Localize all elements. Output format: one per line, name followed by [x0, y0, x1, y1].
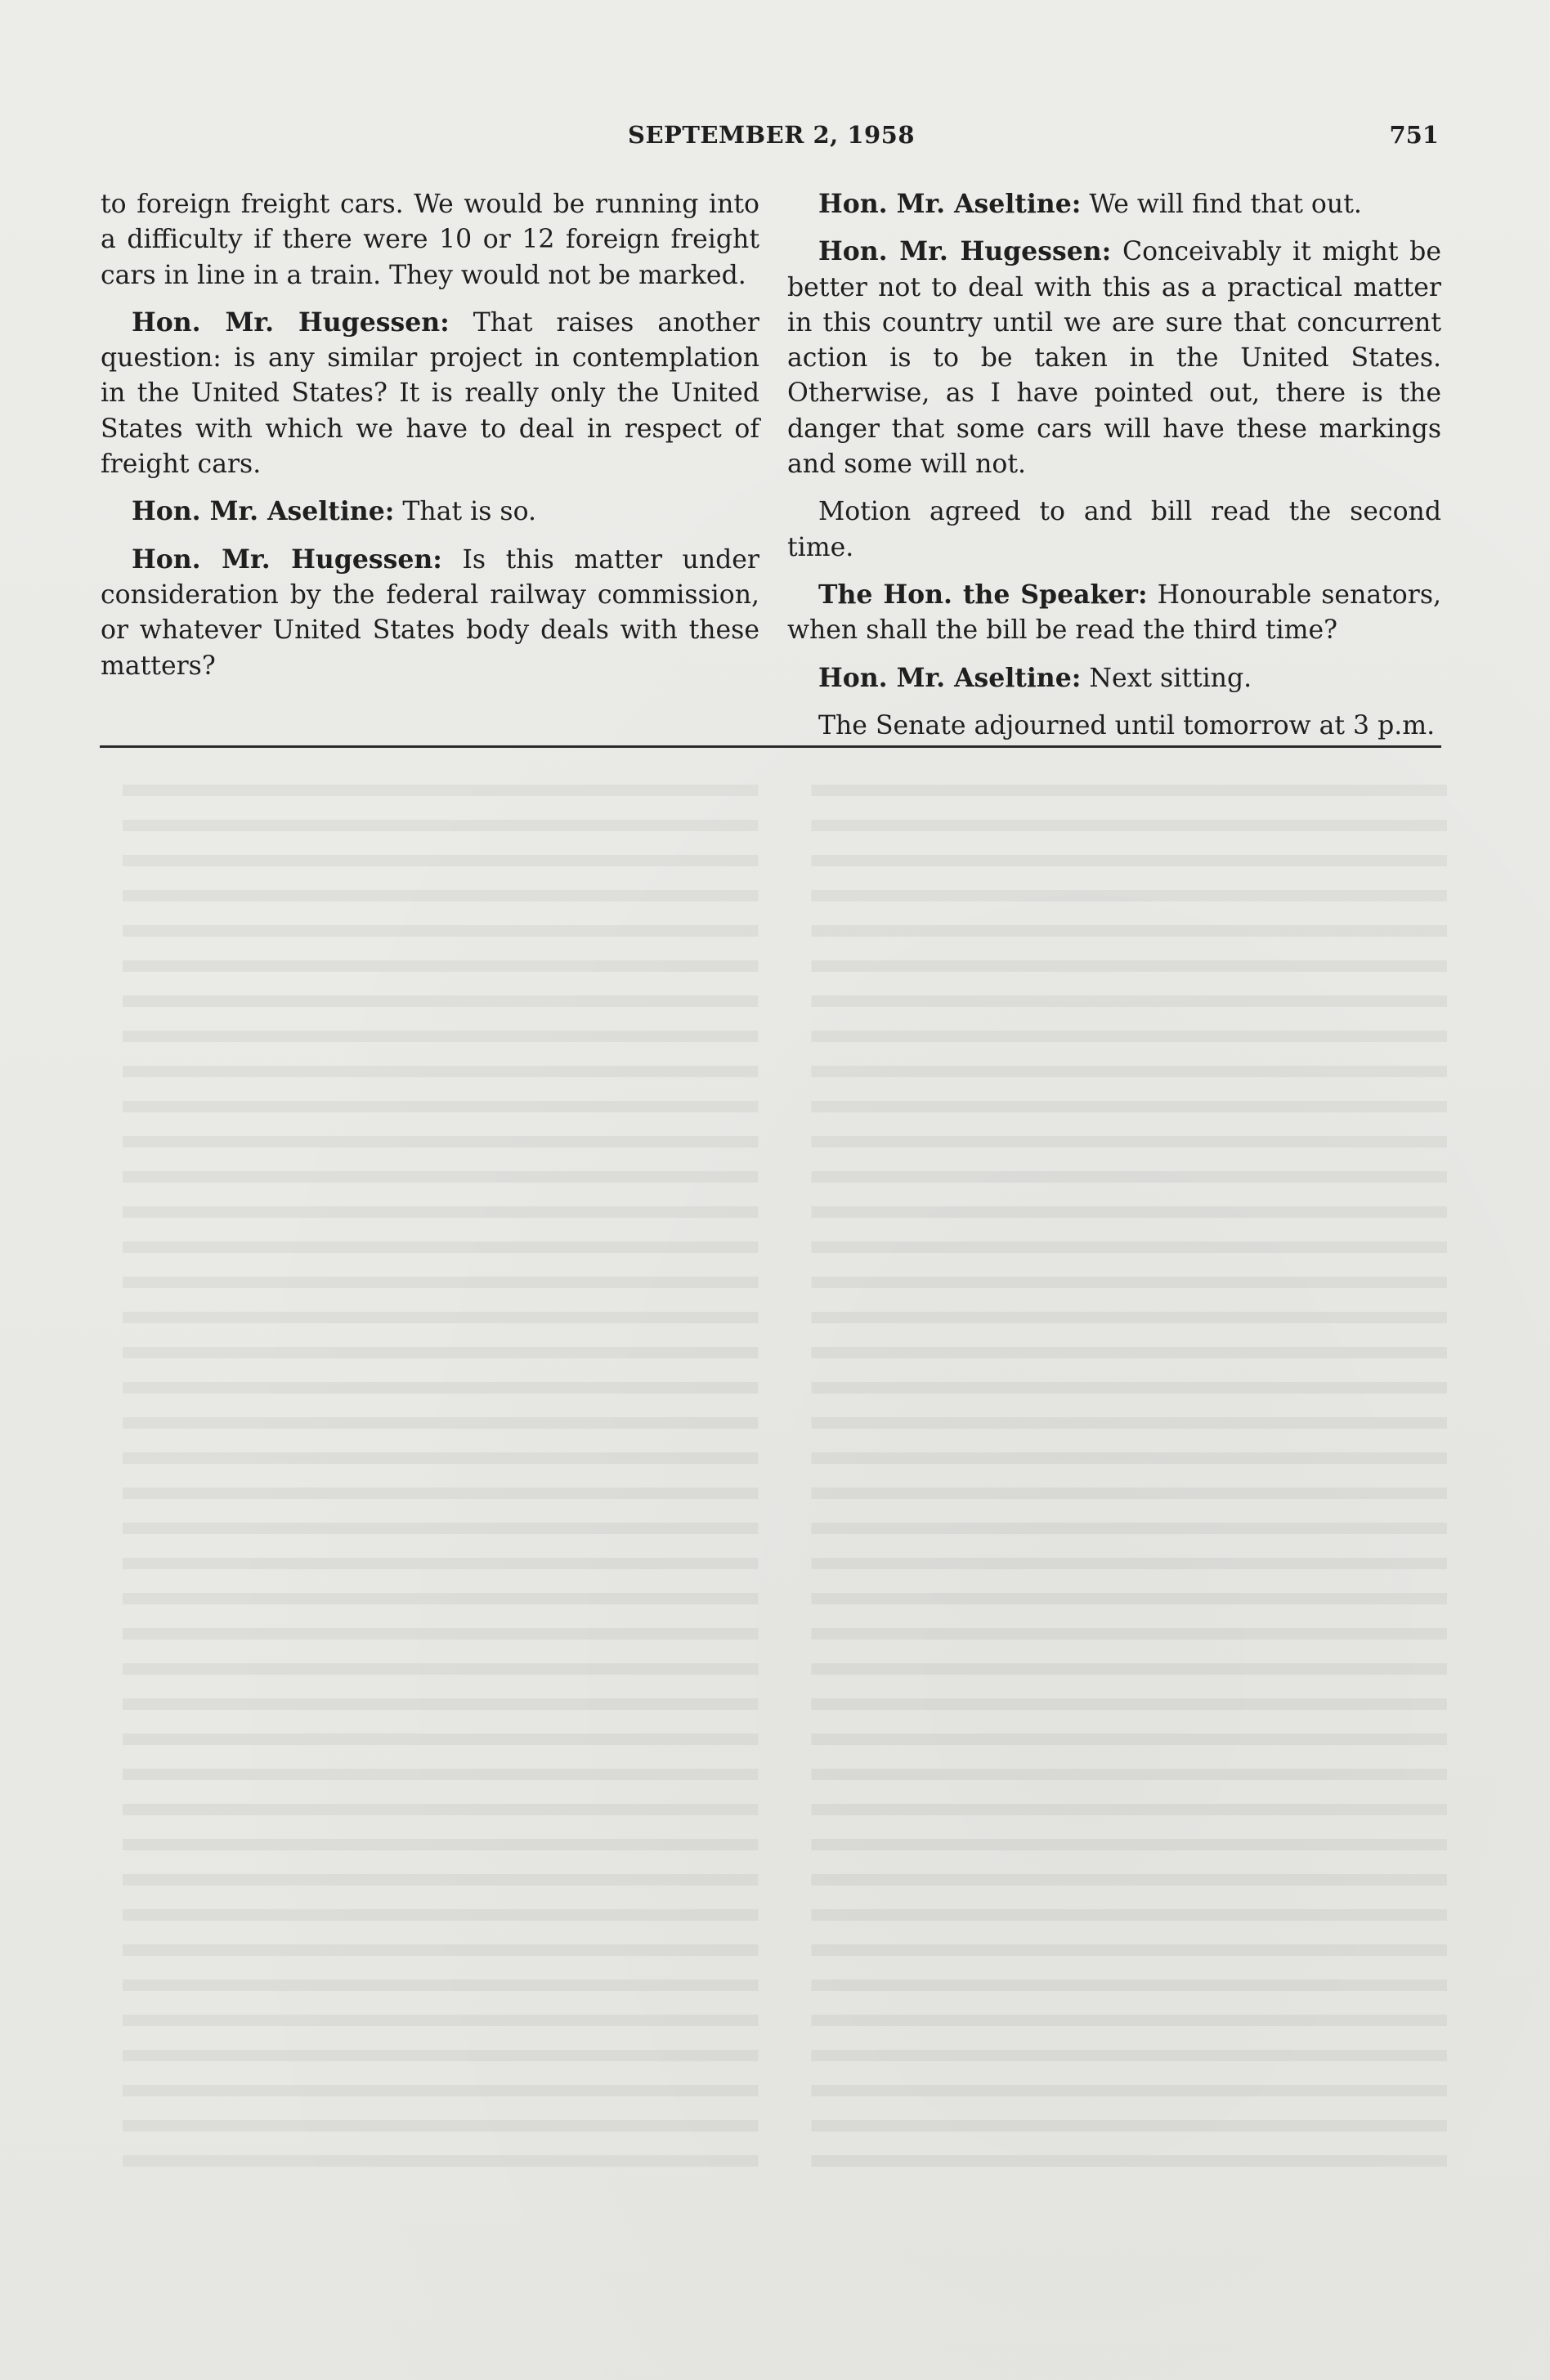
reverse-side-bleed-through	[123, 785, 1447, 2174]
speaker-name: Hon. Mr. Aseltine:	[818, 662, 1082, 693]
paragraph-text: Conceivably it might be better not to deal with this as a practical matter in this country until we are sure that concurrent action is to be taken in the United States. Otherwise, as I have pointed out, there is the danger that some cars will have these markings and some will not.	[787, 237, 1441, 480]
paragraph-text: That is so.	[394, 497, 536, 527]
paragraph	[101, 542, 759, 684]
right-column	[787, 186, 1441, 755]
paragraph-text: The Senate adjourned until tomorrow at 3 p.m.	[818, 710, 1436, 740]
paragraph-text: Next sitting.	[1081, 663, 1252, 693]
running-title: SEPTEMBER 2, 1958	[628, 121, 916, 149]
page-number: 751	[1389, 121, 1439, 149]
paragraph-text: We will find that out.	[1081, 190, 1362, 219]
paragraph-text: Honourable senators, when shall the bill be read the third time?	[787, 579, 1442, 646]
paragraph	[787, 577, 1441, 649]
speaker-name: Hon. Mr. Hugessen:	[818, 236, 1112, 267]
paragraph	[787, 708, 1441, 744]
speaker-name: Hon. Mr. Hugessen:	[132, 544, 442, 575]
paragraph-text: Motion agreed to and bill read the second time.	[787, 497, 1441, 562]
paragraph-text: That raises another question: is any similar project in contemplation in the United States? It is really only the United States with which we have to deal in respect of freight cars.	[101, 307, 759, 480]
paragraph	[787, 660, 1441, 696]
speaker-name: Hon. Mr. Aseltine:	[818, 189, 1082, 219]
paragraph	[101, 186, 759, 293]
speaker-name: Hon. Mr. Hugessen:	[132, 306, 450, 338]
paragraph	[787, 234, 1441, 482]
paragraph	[101, 494, 759, 530]
paragraph	[101, 305, 759, 482]
paragraph	[787, 494, 1441, 566]
left-column	[101, 186, 759, 696]
paragraph	[787, 186, 1441, 222]
page-header	[98, 121, 1439, 162]
speaker-name: The Hon. the Speaker:	[818, 579, 1148, 610]
paragraph-text: to foreign freight cars. We would be running into a difficulty if there were 10 or 12 foreign freight cars in line in a train. They would not be marked.	[101, 190, 759, 290]
speaker-name: Hon. Mr. Aseltine:	[132, 496, 395, 527]
paragraph-text: Is this matter under consideration by the federal railway commission, or whatever United States body deals with these matters?	[101, 544, 759, 681]
section-divider	[100, 745, 1441, 748]
